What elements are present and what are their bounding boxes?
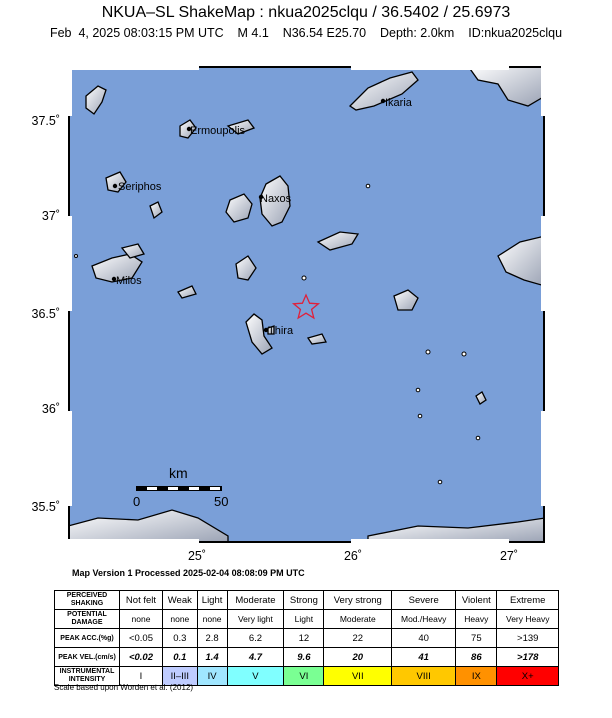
legend-cell: Not felt (120, 591, 163, 610)
lat-tick-36-5: 36.5˚ (31, 307, 60, 321)
map-canvas (68, 66, 545, 543)
legend-cell: Mod./Heavy (392, 610, 456, 629)
lon-tick-25: 25˚ (187, 549, 207, 563)
intensity-swatch: VI (284, 667, 324, 686)
intensity-swatch: IV (197, 667, 227, 686)
legend-cell: 9.6 (284, 648, 324, 667)
place-milos: Milos (116, 275, 142, 287)
legend-cell: Moderate (227, 591, 284, 610)
legend-header-pga: PEAK ACC.(%g) (55, 629, 120, 648)
intensity-swatch: II–III (162, 667, 197, 686)
legend-cell: 20 (324, 648, 392, 667)
legend-cell: <0.05 (120, 629, 163, 648)
legend-cell: Heavy (456, 610, 497, 629)
legend-header-damage: POTENTIAL DAMAGE (55, 610, 120, 629)
legend-cell: <0.02 (120, 648, 163, 667)
islet (438, 480, 442, 484)
legend-cell: Violent (456, 591, 497, 610)
map-version: Map Version 1 Processed 2025-02-04 08:08:09 PM UTC (72, 568, 305, 578)
legend-cell: 75 (456, 629, 497, 648)
islet (462, 352, 466, 356)
legend-header-intensity: INSTRUMENTAL INTENSITY (55, 667, 120, 686)
shakemap-map[interactable] (68, 66, 545, 543)
legend-cell: Weak (162, 591, 197, 610)
legend-cell: Moderate (324, 610, 392, 629)
lon-tick-27: 27˚ (499, 549, 519, 563)
intensity-swatch: I (120, 667, 163, 686)
intensity-swatch: V (227, 667, 284, 686)
legend-cell: Very strong (324, 591, 392, 610)
islet (416, 388, 420, 392)
legend-cell: 12 (284, 629, 324, 648)
scale-bar-start: 0 (133, 494, 141, 509)
place-seriphos: Seriphos (118, 181, 162, 193)
islet (366, 184, 370, 188)
legend-cell: 2.8 (197, 629, 227, 648)
legend-header-shaking: PERCEIVED SHAKING (55, 591, 120, 610)
islet (476, 436, 480, 440)
intensity-swatch: VII (324, 667, 392, 686)
sea (68, 66, 545, 543)
legend-cell: 1.4 (197, 648, 227, 667)
legend-cell: Light (284, 610, 324, 629)
intensity-legend (54, 590, 559, 686)
scale-bar-end: 50 (214, 494, 229, 509)
legend-cell: >178 (497, 648, 559, 667)
place-ikaria: Ikaria (385, 97, 412, 109)
intensity-swatch: X+ (497, 667, 559, 686)
legend-row-shaking (55, 591, 559, 610)
scale-bar-unit: km (169, 465, 188, 481)
legend-cell: 86 (456, 648, 497, 667)
legend-cell: >139 (497, 629, 559, 648)
legend-row-pga (55, 629, 559, 648)
map-title: NKUA–SL ShakeMap : nkua2025clqu / 36.5402 / 25.6973 (101, 4, 511, 21)
event-details: Feb 4, 2025 08:03:15 PM UTC M 4.1 N36.54 E25.70 Depth: 2.0km ID:nkua2025clqu (49, 26, 563, 40)
islet (302, 276, 306, 280)
legend-cell: Severe (392, 591, 456, 610)
islet (75, 255, 78, 258)
intensity-swatch: VIII (392, 667, 456, 686)
legend-cell: Very light (227, 610, 284, 629)
place-naxos: Naxos (260, 193, 292, 205)
legend-header-pgv: PEAK VEL.(cm/s) (55, 648, 120, 667)
legend-cell: none (162, 610, 197, 629)
legend-cell: none (197, 610, 227, 629)
legend-cell: Light (197, 591, 227, 610)
place-thira: Thira (268, 325, 294, 337)
legend-row-pgv (55, 648, 559, 667)
legend-cell: none (120, 610, 163, 629)
legend-cell: 41 (392, 648, 456, 667)
legend-cell: Very Heavy (497, 610, 559, 629)
legend-row-damage (55, 610, 559, 629)
lat-tick-36: 36˚ (41, 402, 60, 416)
scale-attribution: Scale based upon Worden et al. (2012) (54, 683, 194, 692)
lat-tick-35-5: 35.5˚ (31, 500, 60, 514)
scale-bar (136, 486, 222, 491)
islet (426, 350, 430, 354)
legend-cell: 6.2 (227, 629, 284, 648)
lat-tick-37: 37˚ (41, 209, 60, 223)
legend-cell: Extreme (497, 591, 559, 610)
legend-cell: 40 (392, 629, 456, 648)
lon-tick-26: 26˚ (343, 549, 363, 563)
legend-cell: 0.1 (162, 648, 197, 667)
legend-cell: 22 (324, 629, 392, 648)
legend-cell: 0.3 (162, 629, 197, 648)
marker-seriphos (113, 184, 117, 188)
place-ermoupolis: Ermoupolis (190, 125, 246, 137)
islet (418, 414, 422, 418)
legend-cell: 4.7 (227, 648, 284, 667)
intensity-swatch: IX (456, 667, 497, 686)
legend-cell: Strong (284, 591, 324, 610)
lat-tick-37-5: 37.5˚ (31, 114, 60, 128)
